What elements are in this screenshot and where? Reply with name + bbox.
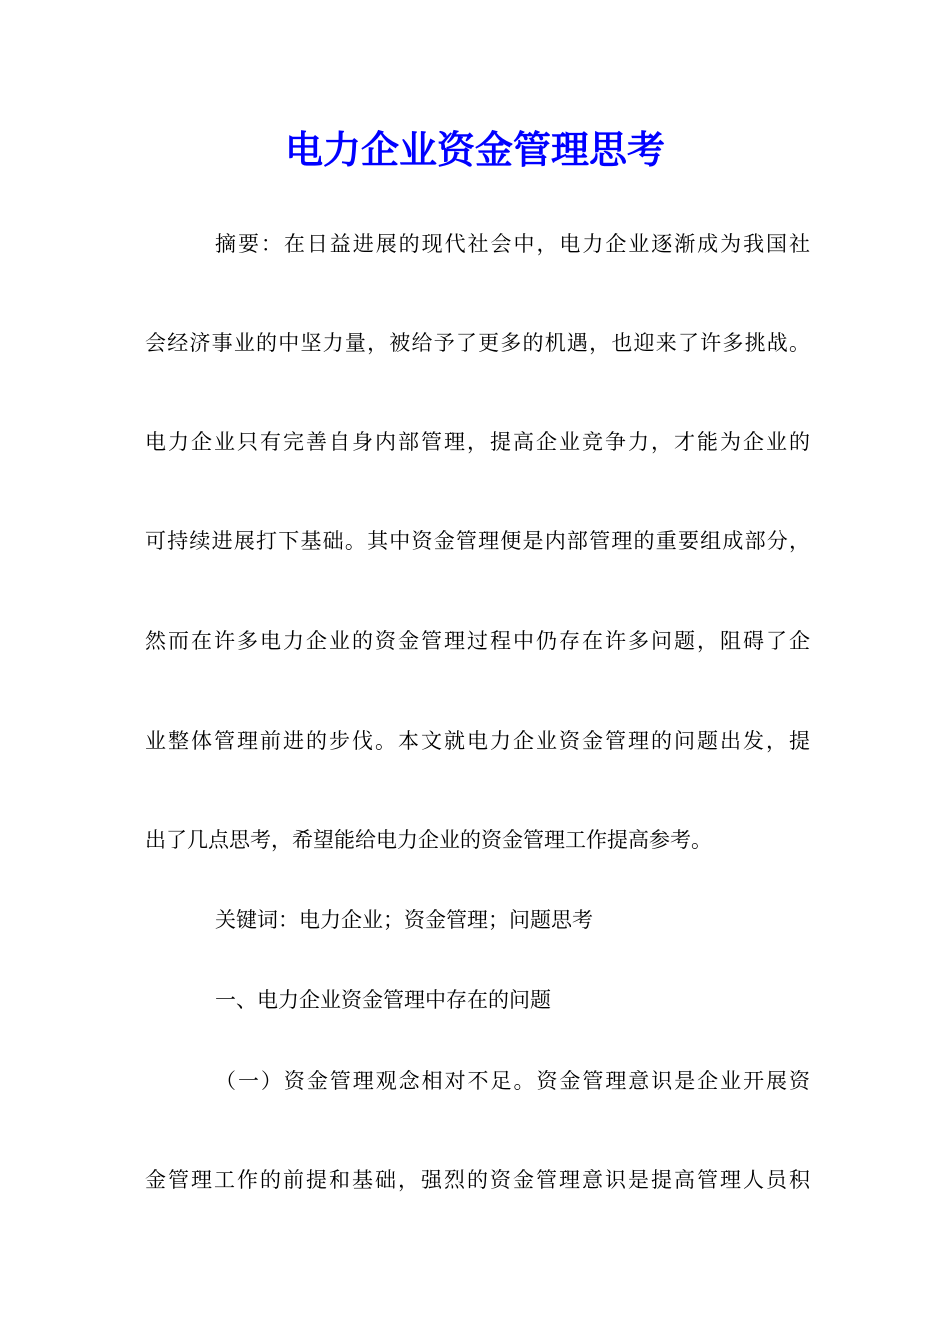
abstract-line: 出了几点思考，希望能给电力企业的资金管理工作提高参考。 (145, 828, 712, 852)
document-title: 电力企业资金管理思考 (284, 127, 665, 172)
abstract-line: 可持续进展打下基础。其中资金管理便是内部管理的重要组成部分， (145, 529, 810, 553)
abstract-line: 业整体管理前进的步伐。本文就电力企业资金管理的问题出发，提 (145, 729, 810, 753)
keywords: 关键词：电力企业；资金管理；问题思考 (215, 908, 593, 932)
body-line: （一）资金管理观念相对不足。资金管理意识是企业开展资 (215, 1069, 810, 1093)
body-line: 金管理工作的前提和基础，强烈的资金管理意识是提高管理人员积 (145, 1168, 810, 1192)
section-heading: 一、电力企业资金管理中存在的问题 (215, 988, 551, 1012)
abstract-line: 电力企业只有完善自身内部管理，提高企业竞争力，才能为企业的 (145, 430, 810, 454)
abstract-line: 摘要：在日益进展的现代社会中，电力企业逐渐成为我国社 (215, 232, 810, 256)
abstract-line: 然而在许多电力企业的资金管理过程中仍存在许多问题，阻碍了企 (145, 629, 810, 653)
abstract-line: 会经济事业的中坚力量，被给予了更多的机遇，也迎来了许多挑战。 (145, 331, 810, 355)
